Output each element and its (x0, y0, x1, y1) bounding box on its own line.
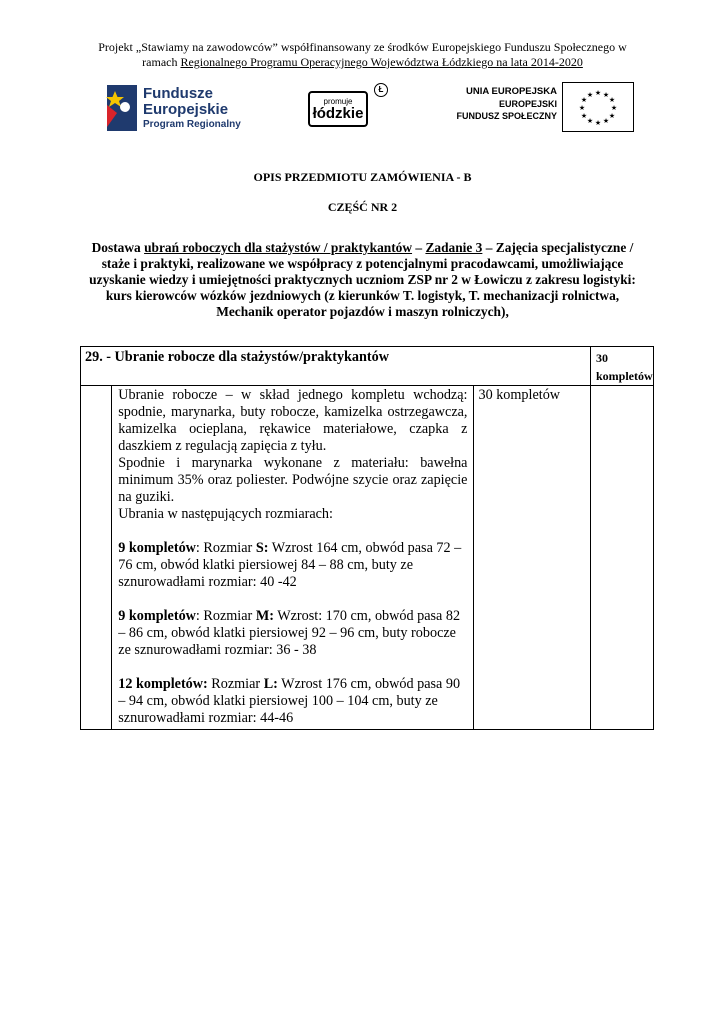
fe-logo-line-3: Program Regionalny (143, 119, 241, 130)
svg-text:★: ★ (610, 104, 618, 112)
total-qty-number: 30 (596, 351, 608, 365)
size-s-code: S: (255, 540, 269, 556)
size-l-code: L: (263, 676, 278, 692)
ue-line-1: UNIA EUROPEJSKA (466, 86, 557, 97)
total-qty-cell (591, 347, 654, 386)
size-s-label: : Rozmiar (195, 540, 256, 556)
fundusze-europejskie-logo (103, 83, 253, 133)
svg-text:★: ★ (594, 89, 602, 97)
svg-text:★: ★ (602, 91, 610, 99)
table-header-row (81, 347, 654, 386)
size-l-count: 12 kompletów: (118, 676, 208, 692)
fe-logo-line-1: Fundusze (143, 85, 213, 102)
svg-text:★: ★ (578, 104, 586, 112)
size-l-spec (118, 676, 467, 727)
logo-bar (0, 80, 725, 136)
size-l-label: Rozmiar (207, 676, 264, 692)
size-m-count: 9 kompletów (118, 608, 196, 624)
spec-para-2: Spodnie i marynarka wykonane z materiału: bawełna minimum 35% oraz poliester. Podwójne szycie oraz zapięcie na guziki. (118, 455, 468, 505)
ue-line-3: FUNDUSZ SPOŁECZNY (456, 111, 557, 121)
item-qty-cell: 30 kompletów (474, 386, 591, 730)
desc-part-5: – Zajęcia specjalistyczne / staże i praktyki, realizowane we współpracy z potencjalnymi pracodawcami, umożliwiające uzyskanie wiedzy i umiejętności praktycznych uczniom ZSP nr 2 w Łowiczu z zakresu logistyki: kurs kierowców wózków jezdniowych (z kierunków T. logistyk, T. mechanizacji rolnictwa, Mechanik operator pojazdów i maszyn rolniczych), (89, 240, 636, 319)
ue-line-2: EUROPEJSKI (498, 99, 557, 109)
size-s-details: Wzrost 164 cm, obwód pasa 72 – 76 cm, obwód klatki piersiowej 84 – 88 cm, buty ze sznurowadłami rozmiar: 40 -42 (118, 540, 462, 590)
desc-part-1: Dostawa (91, 240, 145, 255)
svg-text:★: ★ (586, 91, 594, 99)
fe-logo-text (143, 86, 241, 131)
size-m-spec (118, 608, 467, 659)
svg-text:★: ★ (580, 96, 588, 104)
lodzkie-mark-icon: Ł (374, 83, 388, 97)
empty-cell (81, 386, 112, 730)
svg-text:★: ★ (580, 112, 588, 120)
desc-task: Zadanie 3 (425, 240, 483, 255)
lodzkie-small-text: promuje (323, 97, 353, 106)
item-title-cell: 29. - Ubranie robocze dla stażystów/praktykantów (81, 347, 591, 386)
fe-star-icon (103, 83, 141, 133)
size-m-code: M: (255, 608, 274, 624)
lodzkie-box (308, 91, 368, 127)
unia-europejska-text (452, 86, 557, 122)
item-description-cell (112, 386, 474, 730)
header-line-2 (0, 55, 725, 70)
size-l-details: Wzrost 176 cm, obwód pasa 90 – 94 cm, obwód klatki piersiowej 100 – 104 cm, buty ze sznurowadłami rozmiar: 44-46 (118, 676, 461, 726)
empty-price-cell (591, 386, 654, 730)
svg-text:★: ★ (594, 119, 602, 127)
document-title: OPIS PRZEDMIOTU ZAMÓWIENIA - B (253, 170, 472, 184)
size-s-spec (118, 540, 467, 591)
eu-flag-icon (562, 82, 634, 132)
table-row (81, 386, 654, 730)
desc-part-3: – (412, 240, 426, 255)
page-header (0, 40, 725, 70)
total-qty-unit: kompletów (596, 369, 653, 383)
promuje-lodzkie-logo (306, 83, 392, 133)
desc-subject: ubrań roboczych dla stażystów / praktykantów (144, 240, 413, 255)
fe-logo-line-2: Europejskie (143, 101, 229, 118)
header-line-2-prefix: ramach (142, 55, 181, 69)
eu-stars-icon (563, 83, 633, 131)
svg-text:★: ★ (608, 96, 616, 104)
svg-text:★: ★ (608, 112, 616, 120)
specification-table (80, 346, 654, 730)
spec-para-3: Ubrania w następujących rozmiarach: (118, 506, 333, 522)
spec-para-1: Ubranie robocze – w skład jednego kompletu wchodzą: spodnie, marynarka, buty robocze, kamizelka ostrzegawcza, kamizelka ocieplana, rękawice materiałowe, czapka z daszkiem z regulacją zapięcia z tyłu. (118, 387, 468, 454)
size-m-label: : Rozmiar (195, 608, 256, 624)
header-line-1: Projekt „Stawiamy na zawodowców” współfinansowany ze środków Europejskiego Funduszu Społecznego w (98, 40, 627, 54)
part-number: CZĘŚĆ NR 2 (327, 200, 398, 214)
header-program-name: Regionalnego Programu Operacyjnego Województwa Łódzkiego na lata 2014-2020 (180, 55, 583, 69)
size-m-details: Wzrost: 170 cm, obwód pasa 82 – 86 cm, obwód klatki piersiowej 92 – 96 cm, buty robocze ze sznurowadłami rozmiar: 36 - 38 (118, 608, 461, 658)
size-s-count: 9 kompletów (118, 540, 196, 556)
svg-text:★: ★ (602, 117, 610, 125)
svg-text:★: ★ (586, 117, 594, 125)
order-description (80, 240, 645, 320)
lodzkie-big-text: łódzkie (312, 105, 364, 122)
